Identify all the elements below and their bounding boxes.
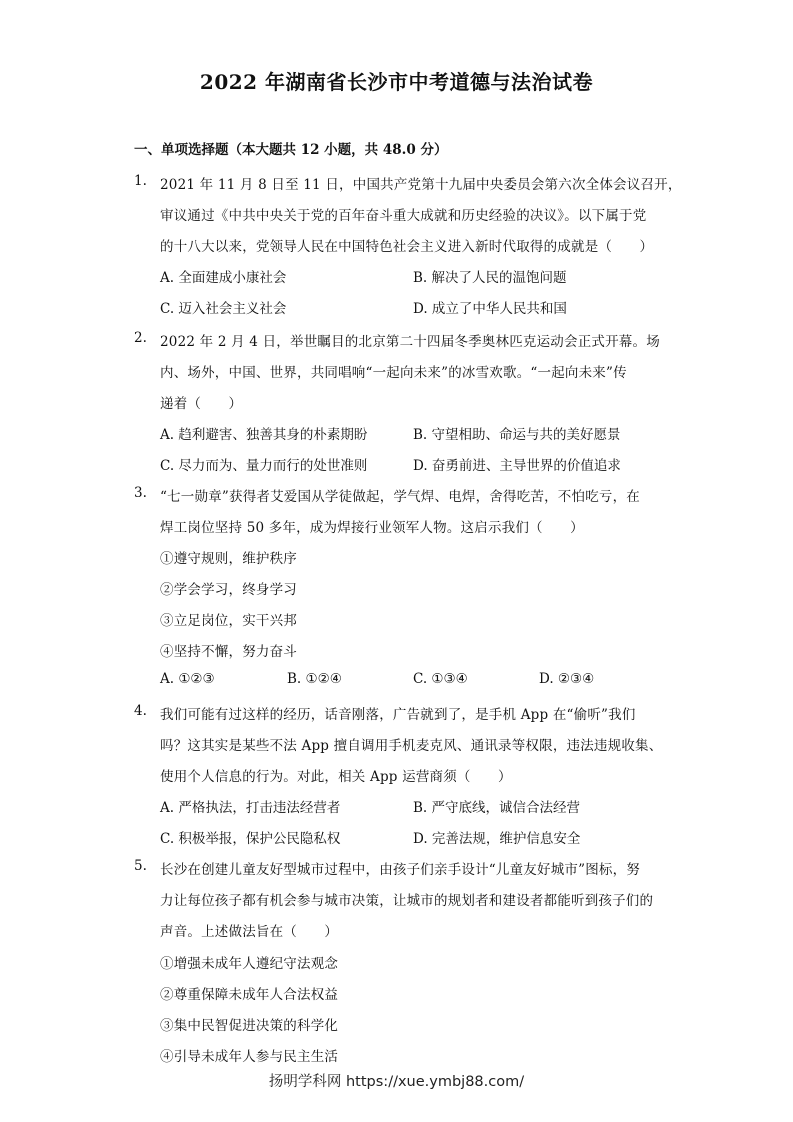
- question-3-item-3: ③立足岗位，实干兴邦: [160, 613, 297, 629]
- question-1-number: 1.: [134, 173, 147, 189]
- question-2-line-1: 2022 年 2 月 4 日，举世瞩目的北京第二十四届冬季奥林匹克运动会正式开幕。场: [160, 334, 660, 350]
- question-4-option-a: A. 严格执法，打击违法经营者: [160, 800, 341, 816]
- question-3-option-b: B. ①②④: [287, 671, 342, 687]
- question-1-line-3: 的十八大以来，党领导人民在中国特色社会主义进入新时代取得的成就是（ ）: [160, 239, 654, 255]
- question-5-line-2: 力让每位孩子都有机会参与城市决策，让城市的规划者和建设者都能听到孩子们的: [160, 893, 654, 909]
- question-4-line-3: 使用个人信息的行为。对此，相关 App 运营商须（ ）: [160, 769, 512, 785]
- question-3-option-c: C. ①③④: [413, 671, 468, 687]
- section-heading: 一、单项选择题（本大题共 12 小题，共 48.0 分）: [134, 142, 448, 158]
- question-1-option-a: A. 全面建成小康社会: [160, 270, 287, 286]
- question-5-item-2: ②尊重保障未成年人合法权益: [160, 987, 339, 1003]
- question-2-number: 2.: [134, 330, 147, 346]
- page-title: 2022 年湖南省长沙市中考道德与法治试卷: [199, 70, 594, 94]
- question-4-line-2: 吗？这其实是某些不法 App 擅自调用手机麦克风、通讯录等权限，违法违规收集、: [160, 738, 663, 754]
- question-4-option-d: D. 完善法规，维护信息安全: [413, 831, 581, 847]
- question-2-option-c: C. 尽力而为、量力而行的处世准则: [160, 458, 368, 474]
- question-2-line-2: 内、场外，中国、世界，共同唱响“一起向未来”的冰雪欢歌。“一起向未来”传: [160, 365, 627, 381]
- question-3-item-1: ①遵守规则，维护秩序: [160, 551, 297, 567]
- question-2-option-d: D. 奋勇前进、主导世界的价值追求: [413, 458, 621, 474]
- question-5-line-1: 长沙在创建儿童友好型城市过程中，由孩子们亲手设计“儿童友好城市”图标，努: [160, 862, 641, 878]
- question-5-item-3: ③集中民智促进决策的科学化: [160, 1018, 339, 1034]
- footer-watermark: 扬明学科网 https://xue.ymbj88.com/: [268, 1074, 525, 1090]
- question-1-line-1: 2021 年 11 月 8 日至 11 日，中国共产党第十九届中央委员会第六次全体会议召开，: [160, 177, 682, 193]
- question-3-item-4: ④坚持不懈，努力奋斗: [160, 644, 297, 660]
- question-1-line-2: 审议通过《中共中央关于党的百年奋斗重大成就和历史经验的决议》。以下属于党: [160, 208, 647, 224]
- question-3-line-1: “七一勋章”获得者艾爱国从学徒做起，学气焊、电焊，舍得吃苦，不怕吃亏，在: [160, 489, 641, 505]
- question-1-option-c: C. 迈入社会主义社会: [160, 301, 287, 317]
- question-5-number: 5.: [134, 858, 147, 874]
- question-4-line-1: 我们可能有过这样的经历，话音刚落，广告就到了，是手机 App 在“偷听”我们: [160, 707, 636, 723]
- question-1-option-d: D. 成立了中华人民共和国: [413, 301, 567, 317]
- question-4-option-c: C. 积极举报，保护公民隐私权: [160, 831, 341, 847]
- question-2-option-b: B. 守望相助、命运与共的美好愿景: [413, 427, 621, 443]
- question-3-number: 3.: [134, 485, 147, 501]
- question-3-line-2: 焊工岗位坚持 50 多年，成为焊接行业领军人物。这启示我们（ ）: [160, 520, 584, 536]
- question-3-option-a: A. ①②③: [160, 671, 215, 687]
- question-5-line-3: 声音。上述做法旨在（ ）: [160, 924, 339, 940]
- question-5-item-1: ①增强未成年人遵纪守法观念: [160, 956, 339, 972]
- question-4-option-b: B. 严守底线，诚信合法经营: [413, 800, 581, 816]
- question-2-line-3: 递着（ ）: [160, 396, 243, 412]
- question-2-option-a: A. 趋利避害、独善其身的朴素期盼: [160, 427, 368, 443]
- question-5-item-4: ④引导未成年人参与民主生活: [160, 1049, 339, 1065]
- question-3-option-d: D. ②③④: [539, 671, 595, 687]
- question-1-option-b: B. 解决了人民的温饱问题: [413, 270, 567, 286]
- question-3-item-2: ②学会学习，终身学习: [160, 582, 297, 598]
- question-4-number: 4.: [134, 703, 147, 719]
